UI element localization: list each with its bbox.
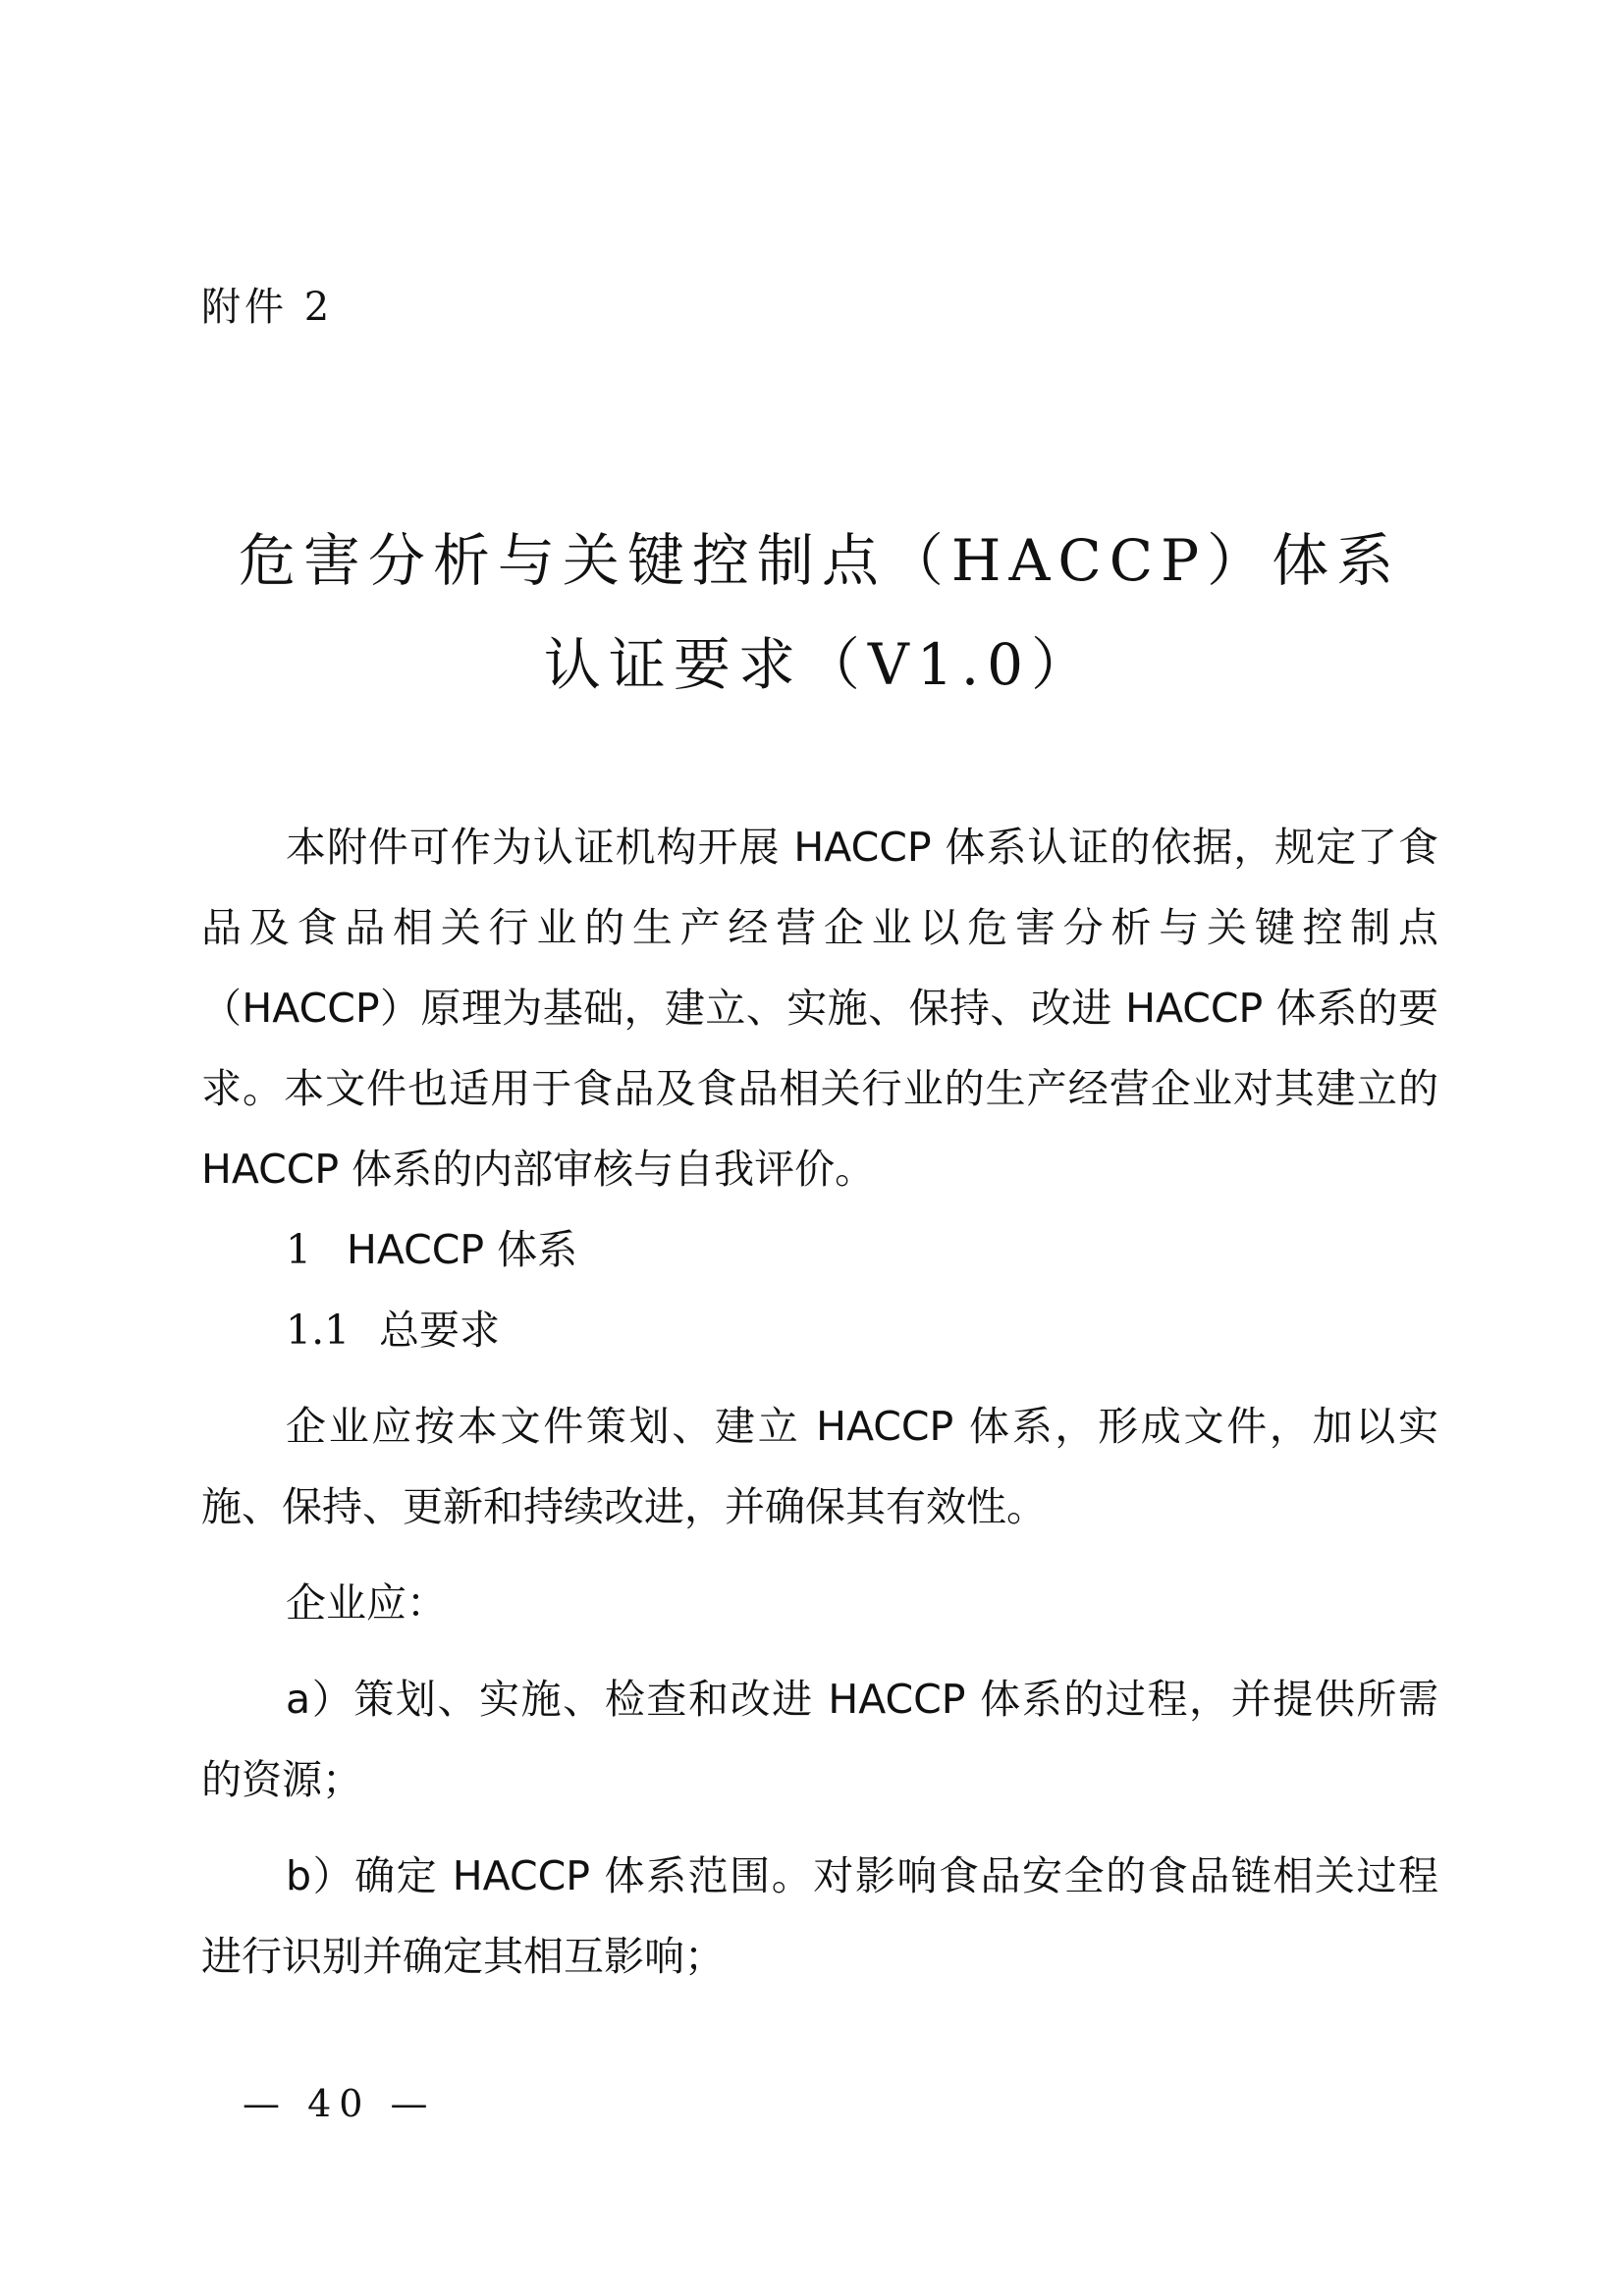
document-title-line-2: 认证要求（V1.0） [543,630,1097,698]
section-1-number: 1 [286,1226,312,1273]
requirement-item-a: a）策划、实施、检查和改进 HACCP 体系的过程，并提供所需的资源； [201,1676,1438,1803]
section-1-1-title: 总要求 [379,1307,500,1354]
section-1-1-number: 1.1 [286,1307,351,1354]
document-title-line-1: 危害分析与关键控制点（HACCP）体系 [238,526,1402,594]
attachment-label: 附件 2 [201,285,334,330]
document-body [201,807,1438,1997]
section-1-heading [201,1209,1438,1290]
page-number: — 40 — [243,2082,436,2125]
general-requirement-paragraph: 企业应按本文件策划、建立 HACCP 体系，形成文件，加以实施、保持、更新和持续改进，并确保其有效性。 [201,1403,1438,1530]
enterprise-should-paragraph: 企业应： [286,1579,447,1627]
intro-paragraph: 本附件可作为认证机构开展 HACCP 体系认证的依据，规定了食品及食品相关行业的生产经营企业以危害分析与关键控制点（HACCP）原理为基础，建立、实施、保持、改进 HACCP 体系的要求。本文件也适用于食品及食品相关行业的生产经营企业对其建立的 HACCP 体系的内部审核与自我评价。 [201,824,1438,1193]
section-1-title: HACCP 体系 [347,1226,578,1273]
requirement-item-b: b）确定 HACCP 体系范围。对影响食品安全的食品链相关过程进行识别并确定其相互影响； [201,1852,1438,1980]
section-1-1-heading [201,1290,1438,1370]
